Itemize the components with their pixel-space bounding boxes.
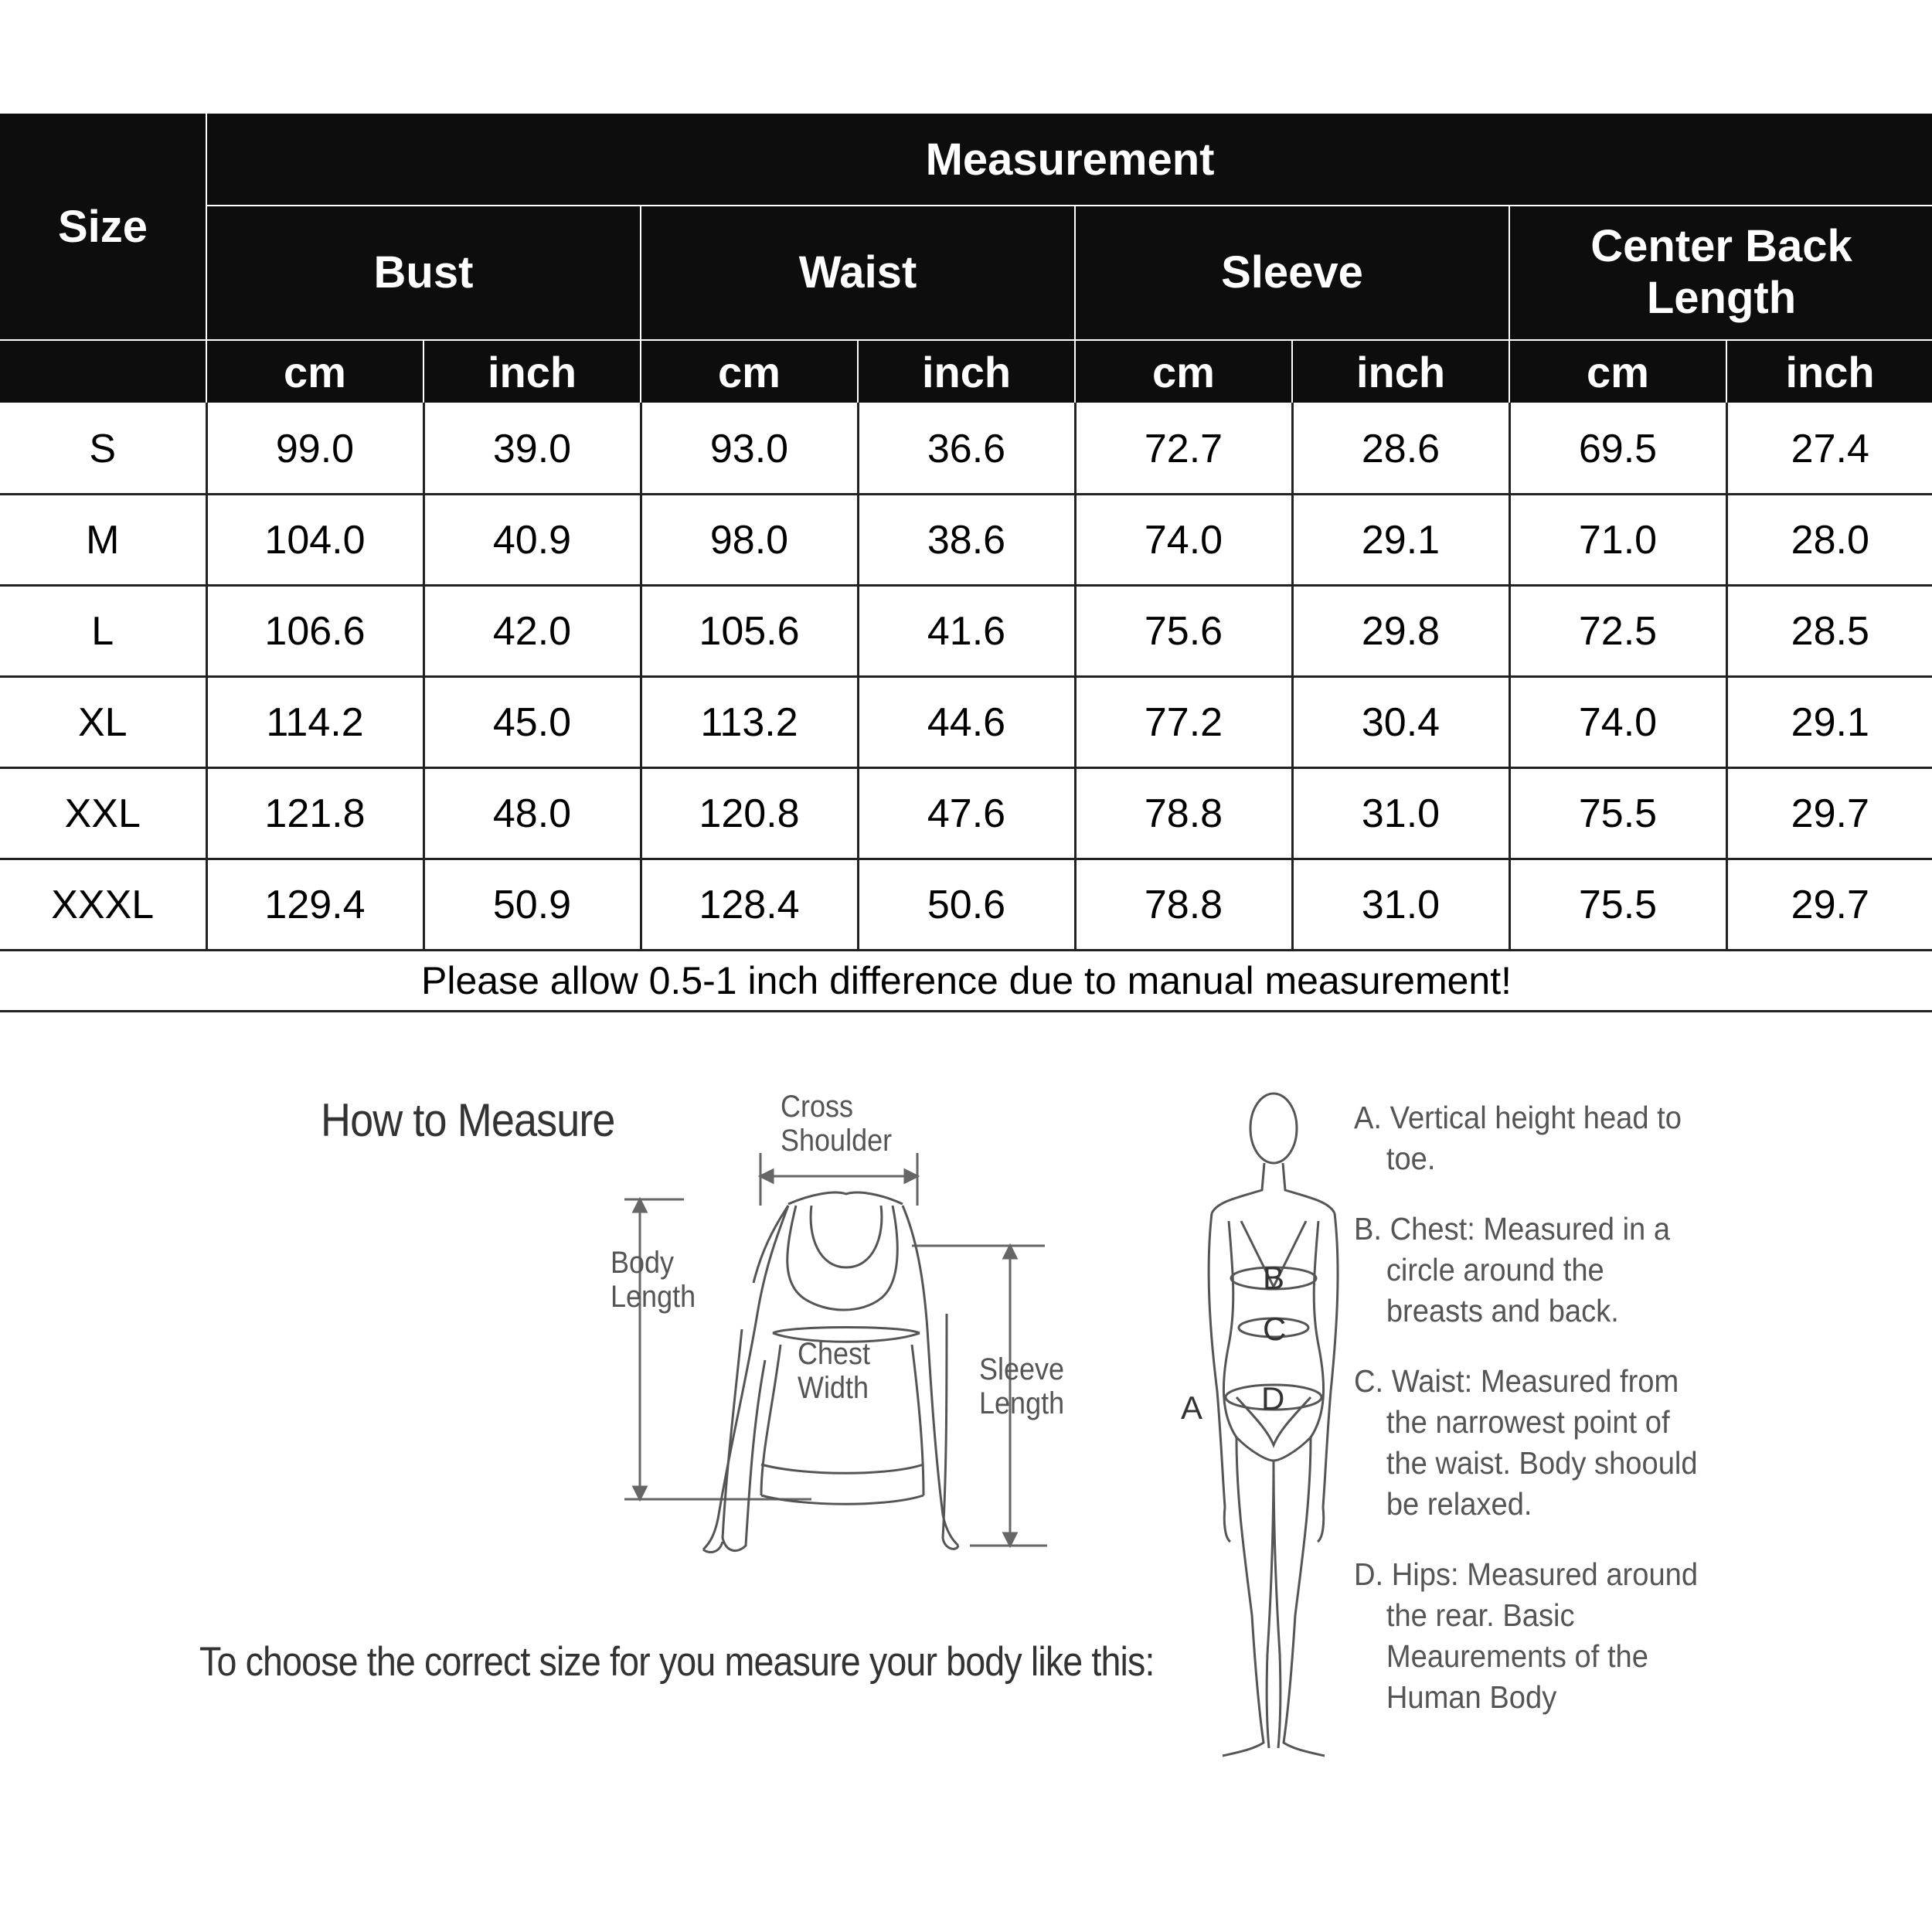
body-length-line2: Length: [611, 1280, 696, 1314]
cross-shoulder-line2: Shoulder: [781, 1124, 893, 1158]
size-cell: M: [0, 495, 206, 586]
value-cell: 78.8: [1075, 859, 1292, 951]
value-cell: 36.6: [858, 403, 1075, 495]
value-cell: 38.6: [858, 495, 1075, 586]
value-cell: 47.6: [858, 768, 1075, 859]
how-to-measure-title: How to Measure: [321, 1094, 615, 1146]
figure-letter-d: D: [1261, 1380, 1285, 1417]
measurement-header: Measurement: [206, 114, 1932, 206]
value-cell: 44.6: [858, 677, 1075, 768]
size-cell: XL: [0, 677, 206, 768]
unit-inch: inch: [423, 340, 641, 403]
definition-d: D. Hips: Measured around the rear. Basic Meaurements of the Human Body: [1354, 1556, 1699, 1715]
figure-letter-b: B: [1263, 1260, 1285, 1296]
value-cell: 74.0: [1509, 677, 1726, 768]
unit-inch: inch: [858, 340, 1075, 403]
value-cell: 27.4: [1726, 403, 1932, 495]
value-cell: 114.2: [206, 677, 423, 768]
sleeve-header: Sleeve: [1075, 206, 1509, 340]
value-cell: 40.9: [423, 495, 641, 586]
definition-a: A. Vertical height head to toe.: [1354, 1100, 1682, 1176]
value-cell: 50.9: [423, 859, 641, 951]
value-cell: 77.2: [1075, 677, 1292, 768]
value-cell: 50.6: [858, 859, 1075, 951]
value-cell: 93.0: [641, 403, 858, 495]
value-cell: 78.8: [1075, 768, 1292, 859]
value-cell: 31.0: [1292, 768, 1509, 859]
cross-shoulder-line1: Cross: [781, 1090, 854, 1124]
value-cell: 72.5: [1509, 586, 1726, 677]
bust-header: Bust: [206, 206, 641, 340]
value-cell: 29.8: [1292, 586, 1509, 677]
unit-cm: cm: [1075, 340, 1292, 403]
value-cell: 113.2: [641, 677, 858, 768]
value-cell: 29.1: [1726, 677, 1932, 768]
size-cell: S: [0, 403, 206, 495]
unit-inch: inch: [1292, 340, 1509, 403]
body-length-line1: Body: [611, 1246, 675, 1280]
value-cell: 75.5: [1509, 768, 1726, 859]
value-cell: 29.7: [1726, 859, 1932, 951]
size-cell: XXXL: [0, 859, 206, 951]
waist-header: Waist: [641, 206, 1075, 340]
value-cell: 74.0: [1075, 495, 1292, 586]
value-cell: 106.6: [206, 586, 423, 677]
value-cell: 75.5: [1509, 859, 1726, 951]
value-cell: 29.7: [1726, 768, 1932, 859]
value-cell: 45.0: [423, 677, 641, 768]
value-cell: 39.0: [423, 403, 641, 495]
size-cell: L: [0, 586, 206, 677]
value-cell: 30.4: [1292, 677, 1509, 768]
measure-instruction: To choose the correct size for you measure your body like this:: [199, 1639, 1155, 1685]
sleeve-length-label: [979, 1352, 1064, 1420]
arrow-left: [760, 1170, 773, 1182]
value-cell: 31.0: [1292, 859, 1509, 951]
measurement-note: Please allow 0.5-1 inch difference due to manual measurement!: [0, 951, 1932, 1012]
value-cell: 71.0: [1509, 495, 1726, 586]
figure-letter-c: C: [1263, 1311, 1287, 1347]
value-cell: 104.0: [206, 495, 423, 586]
center-back-length-header: Center Back Length: [1509, 206, 1932, 340]
chest-width-line1: Chest: [798, 1337, 871, 1371]
value-cell: 105.6: [641, 586, 858, 677]
chest-width-label: [798, 1337, 870, 1405]
value-cell: 29.1: [1292, 495, 1509, 586]
value-cell: 28.5: [1726, 586, 1932, 677]
value-cell: 28.0: [1726, 495, 1932, 586]
value-cell: 48.0: [423, 768, 641, 859]
unit-cm: cm: [1509, 340, 1726, 403]
definition-b: B. Chest: Measured in a circle around the breasts and back.: [1354, 1211, 1671, 1328]
unit-inch: inch: [1726, 340, 1932, 403]
value-cell: 75.6: [1075, 586, 1292, 677]
value-cell: 69.5: [1509, 403, 1726, 495]
body-figure-drawing: [1209, 1094, 1338, 1756]
size-header: Size: [0, 114, 206, 340]
measurement-definitions: [1354, 1097, 1725, 1747]
value-cell: 129.4: [206, 859, 423, 951]
value-cell: 98.0: [641, 495, 858, 586]
size-cell: XXL: [0, 768, 206, 859]
value-cell: 72.7: [1075, 403, 1292, 495]
value-cell: 28.6: [1292, 403, 1509, 495]
definition-c: C. Waist: Measured from the narrowest point of the waist. Body shoould be relaxed.: [1354, 1363, 1698, 1522]
value-cell: 121.8: [206, 768, 423, 859]
arrow-right: [905, 1170, 917, 1182]
value-cell: 41.6: [858, 586, 1075, 677]
cross-shoulder-label: [781, 1090, 892, 1158]
sleeve-length-line2: Length: [979, 1386, 1065, 1420]
value-cell: 120.8: [641, 768, 858, 859]
body-length-label: [611, 1246, 696, 1314]
unit-cm: cm: [206, 340, 423, 403]
value-cell: 128.4: [641, 859, 858, 951]
sleeve-length-line1: Sleeve: [979, 1352, 1065, 1386]
value-cell: 99.0: [206, 403, 423, 495]
figure-head: [1250, 1094, 1297, 1163]
value-cell: 42.0: [423, 586, 641, 677]
figure-letter-a: A: [1181, 1389, 1203, 1426]
unit-cm: cm: [641, 340, 858, 403]
chest-width-line2: Width: [798, 1371, 869, 1405]
